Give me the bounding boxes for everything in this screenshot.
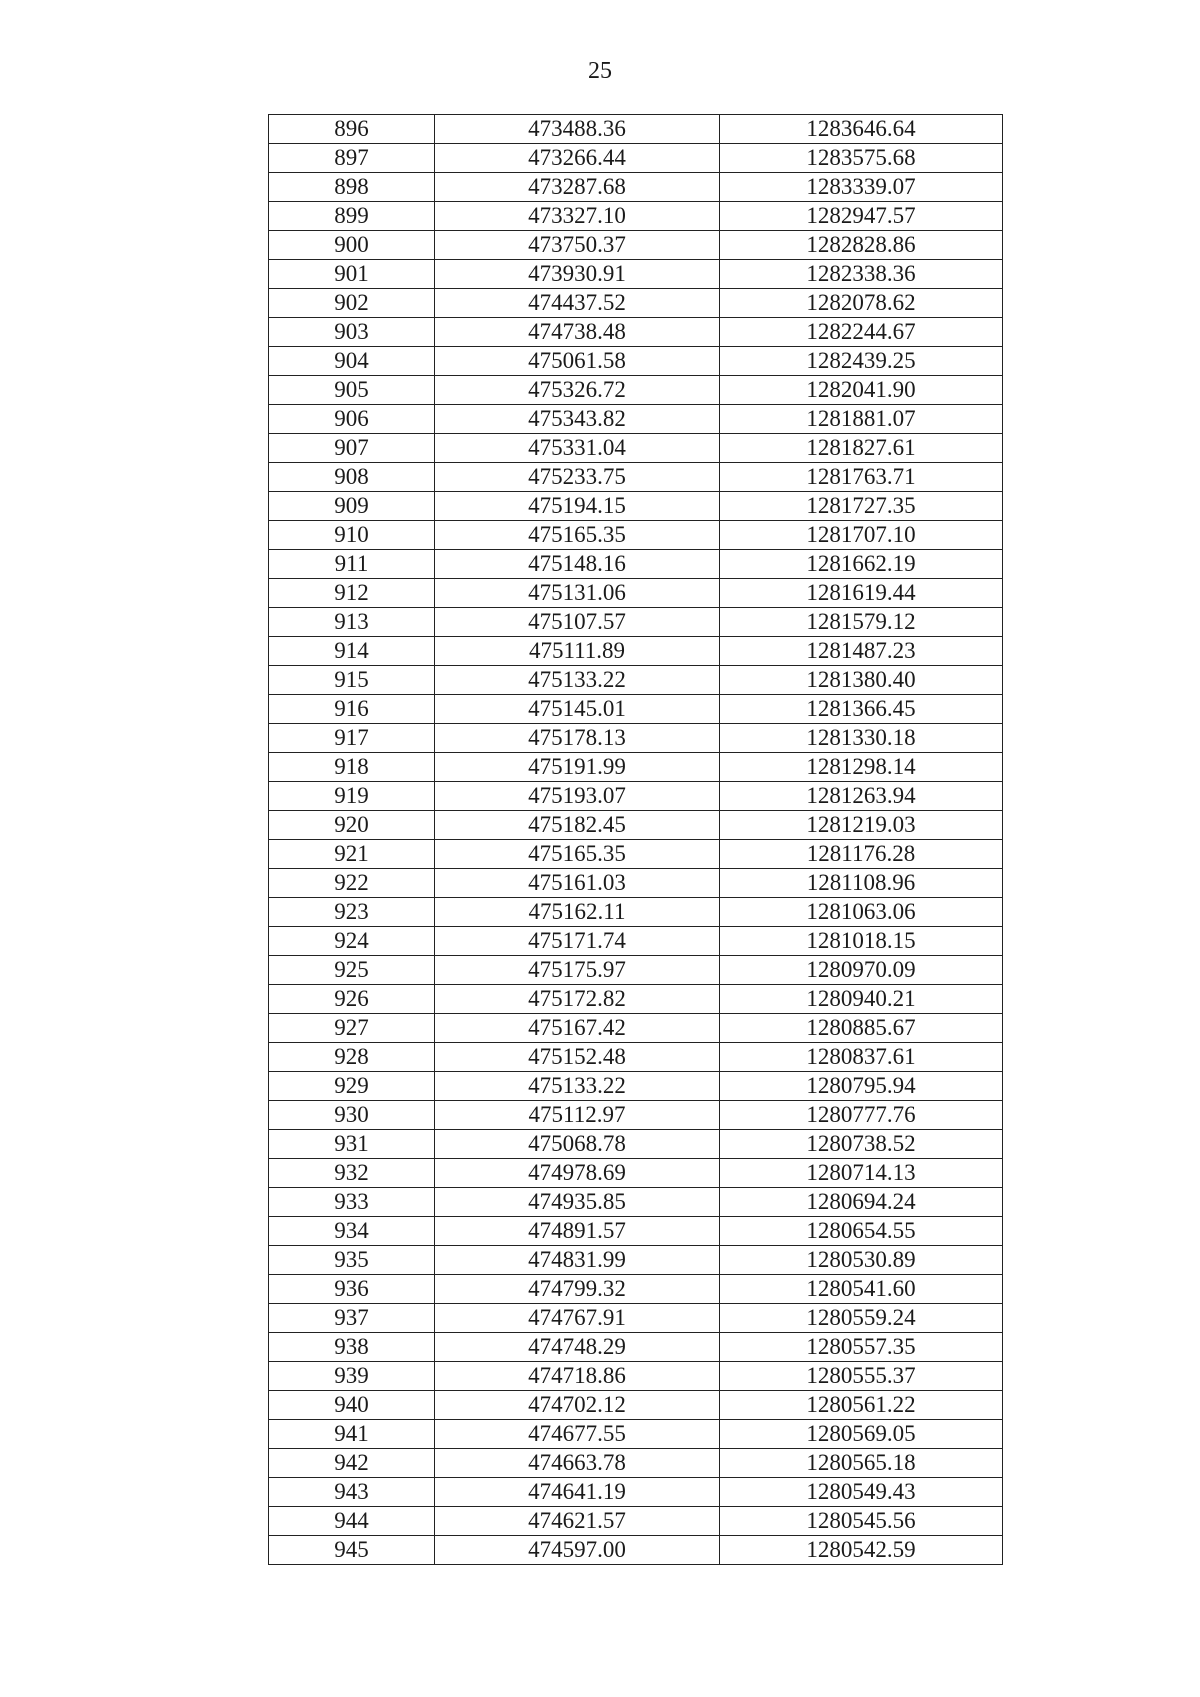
y-coordinate-cell: 1280561.22	[720, 1391, 1003, 1420]
table-row	[269, 1217, 1003, 1246]
x-coordinate-cell: 474891.57	[435, 1217, 720, 1246]
x-coordinate-cell: 473750.37	[435, 231, 720, 260]
point-number-cell: 936	[269, 1275, 435, 1304]
table-row	[269, 840, 1003, 869]
point-number-cell: 926	[269, 985, 435, 1014]
x-coordinate-cell: 473488.36	[435, 115, 720, 144]
y-coordinate-cell: 1280777.76	[720, 1101, 1003, 1130]
table-row	[269, 1188, 1003, 1217]
table-row	[269, 173, 1003, 202]
coordinates-table	[268, 114, 1003, 1565]
table-row	[269, 1014, 1003, 1043]
x-coordinate-cell: 474641.19	[435, 1478, 720, 1507]
table-row	[269, 927, 1003, 956]
x-coordinate-cell: 474677.55	[435, 1420, 720, 1449]
x-coordinate-cell: 475182.45	[435, 811, 720, 840]
point-number-cell: 931	[269, 1130, 435, 1159]
table-row	[269, 347, 1003, 376]
table-row	[269, 1246, 1003, 1275]
x-coordinate-cell: 475111.89	[435, 637, 720, 666]
table-row	[269, 1362, 1003, 1391]
table-row	[269, 231, 1003, 260]
x-coordinate-cell: 475165.35	[435, 840, 720, 869]
x-coordinate-cell: 475172.82	[435, 985, 720, 1014]
point-number-cell: 940	[269, 1391, 435, 1420]
x-coordinate-cell: 474978.69	[435, 1159, 720, 1188]
table-row	[269, 1304, 1003, 1333]
y-coordinate-cell: 1281366.45	[720, 695, 1003, 724]
table-row	[269, 898, 1003, 927]
table-row	[269, 1478, 1003, 1507]
table-row	[269, 579, 1003, 608]
x-coordinate-cell: 475068.78	[435, 1130, 720, 1159]
y-coordinate-cell: 1280545.56	[720, 1507, 1003, 1536]
point-number-cell: 933	[269, 1188, 435, 1217]
table-row	[269, 1159, 1003, 1188]
y-coordinate-cell: 1281881.07	[720, 405, 1003, 434]
table-row	[269, 1333, 1003, 1362]
point-number-cell: 907	[269, 434, 435, 463]
y-coordinate-cell: 1281487.23	[720, 637, 1003, 666]
y-coordinate-cell: 1282947.57	[720, 202, 1003, 231]
point-number-cell: 932	[269, 1159, 435, 1188]
x-coordinate-cell: 475133.22	[435, 666, 720, 695]
x-coordinate-cell: 475193.07	[435, 782, 720, 811]
point-number-cell: 919	[269, 782, 435, 811]
x-coordinate-cell: 475148.16	[435, 550, 720, 579]
x-coordinate-cell: 474935.85	[435, 1188, 720, 1217]
point-number-cell: 913	[269, 608, 435, 637]
page-number: 25	[588, 58, 612, 84]
table-row	[269, 1449, 1003, 1478]
table-row	[269, 666, 1003, 695]
y-coordinate-cell: 1282078.62	[720, 289, 1003, 318]
table-row	[269, 1507, 1003, 1536]
table-row	[269, 1536, 1003, 1565]
y-coordinate-cell: 1281219.03	[720, 811, 1003, 840]
point-number-cell: 897	[269, 144, 435, 173]
x-coordinate-cell: 475165.35	[435, 521, 720, 550]
table-row	[269, 1101, 1003, 1130]
y-coordinate-cell: 1282244.67	[720, 318, 1003, 347]
table-row	[269, 985, 1003, 1014]
y-coordinate-cell: 1280940.21	[720, 985, 1003, 1014]
y-coordinate-cell: 1280530.89	[720, 1246, 1003, 1275]
point-number-cell: 920	[269, 811, 435, 840]
x-coordinate-cell: 475061.58	[435, 347, 720, 376]
point-number-cell: 914	[269, 637, 435, 666]
table-row	[269, 463, 1003, 492]
x-coordinate-cell: 474597.00	[435, 1536, 720, 1565]
point-number-cell: 911	[269, 550, 435, 579]
table-row	[269, 434, 1003, 463]
table-row	[269, 724, 1003, 753]
point-number-cell: 937	[269, 1304, 435, 1333]
x-coordinate-cell: 475167.42	[435, 1014, 720, 1043]
x-coordinate-cell: 473287.68	[435, 173, 720, 202]
point-number-cell: 903	[269, 318, 435, 347]
point-number-cell: 927	[269, 1014, 435, 1043]
point-number-cell: 923	[269, 898, 435, 927]
y-coordinate-cell: 1282439.25	[720, 347, 1003, 376]
x-coordinate-cell: 473930.91	[435, 260, 720, 289]
x-coordinate-cell: 475133.22	[435, 1072, 720, 1101]
y-coordinate-cell: 1280557.35	[720, 1333, 1003, 1362]
x-coordinate-cell: 475131.06	[435, 579, 720, 608]
point-number-cell: 901	[269, 260, 435, 289]
y-coordinate-cell: 1280565.18	[720, 1449, 1003, 1478]
y-coordinate-cell: 1281662.19	[720, 550, 1003, 579]
table-row	[269, 637, 1003, 666]
table-row	[269, 202, 1003, 231]
table-row	[269, 869, 1003, 898]
y-coordinate-cell: 1281380.40	[720, 666, 1003, 695]
x-coordinate-cell: 473266.44	[435, 144, 720, 173]
x-coordinate-cell: 475112.97	[435, 1101, 720, 1130]
x-coordinate-cell: 475343.82	[435, 405, 720, 434]
point-number-cell: 945	[269, 1536, 435, 1565]
y-coordinate-cell: 1281619.44	[720, 579, 1003, 608]
table-row	[269, 376, 1003, 405]
x-coordinate-cell: 475331.04	[435, 434, 720, 463]
y-coordinate-cell: 1281176.28	[720, 840, 1003, 869]
y-coordinate-cell: 1283339.07	[720, 173, 1003, 202]
point-number-cell: 922	[269, 869, 435, 898]
x-coordinate-cell: 474702.12	[435, 1391, 720, 1420]
point-number-cell: 942	[269, 1449, 435, 1478]
table-row	[269, 144, 1003, 173]
point-number-cell: 910	[269, 521, 435, 550]
x-coordinate-cell: 475152.48	[435, 1043, 720, 1072]
y-coordinate-cell: 1280549.43	[720, 1478, 1003, 1507]
table-row	[269, 1391, 1003, 1420]
x-coordinate-cell: 475191.99	[435, 753, 720, 782]
table-row	[269, 1043, 1003, 1072]
table-row	[269, 1072, 1003, 1101]
y-coordinate-cell: 1281108.96	[720, 869, 1003, 898]
y-coordinate-cell: 1283575.68	[720, 144, 1003, 173]
table-row	[269, 405, 1003, 434]
x-coordinate-cell: 475175.97	[435, 956, 720, 985]
y-coordinate-cell: 1281707.10	[720, 521, 1003, 550]
y-coordinate-cell: 1281063.06	[720, 898, 1003, 927]
table-row	[269, 753, 1003, 782]
point-number-cell: 899	[269, 202, 435, 231]
y-coordinate-cell: 1280559.24	[720, 1304, 1003, 1333]
table-row	[269, 695, 1003, 724]
point-number-cell: 941	[269, 1420, 435, 1449]
table-row	[269, 289, 1003, 318]
x-coordinate-cell: 475145.01	[435, 695, 720, 724]
x-coordinate-cell: 474663.78	[435, 1449, 720, 1478]
x-coordinate-cell: 475233.75	[435, 463, 720, 492]
table-row	[269, 318, 1003, 347]
point-number-cell: 915	[269, 666, 435, 695]
table-row	[269, 608, 1003, 637]
table-row	[269, 1275, 1003, 1304]
point-number-cell: 944	[269, 1507, 435, 1536]
coordinates-table-body	[269, 115, 1003, 1565]
x-coordinate-cell: 475161.03	[435, 869, 720, 898]
point-number-cell: 896	[269, 115, 435, 144]
table-row	[269, 521, 1003, 550]
point-number-cell: 905	[269, 376, 435, 405]
table-row	[269, 956, 1003, 985]
y-coordinate-cell: 1280714.13	[720, 1159, 1003, 1188]
y-coordinate-cell: 1280541.60	[720, 1275, 1003, 1304]
point-number-cell: 921	[269, 840, 435, 869]
y-coordinate-cell: 1280542.59	[720, 1536, 1003, 1565]
point-number-cell: 938	[269, 1333, 435, 1362]
point-number-cell: 904	[269, 347, 435, 376]
point-number-cell: 935	[269, 1246, 435, 1275]
y-coordinate-cell: 1280885.67	[720, 1014, 1003, 1043]
x-coordinate-cell: 475107.57	[435, 608, 720, 637]
point-number-cell: 900	[269, 231, 435, 260]
point-number-cell: 916	[269, 695, 435, 724]
point-number-cell: 929	[269, 1072, 435, 1101]
y-coordinate-cell: 1281330.18	[720, 724, 1003, 753]
point-number-cell: 917	[269, 724, 435, 753]
x-coordinate-cell: 474621.57	[435, 1507, 720, 1536]
table-row	[269, 1130, 1003, 1159]
y-coordinate-cell: 1280694.24	[720, 1188, 1003, 1217]
y-coordinate-cell: 1281579.12	[720, 608, 1003, 637]
point-number-cell: 934	[269, 1217, 435, 1246]
y-coordinate-cell: 1283646.64	[720, 115, 1003, 144]
x-coordinate-cell: 474767.91	[435, 1304, 720, 1333]
table-row	[269, 1420, 1003, 1449]
table-row	[269, 811, 1003, 840]
point-number-cell: 898	[269, 173, 435, 202]
y-coordinate-cell: 1281763.71	[720, 463, 1003, 492]
y-coordinate-cell: 1280555.37	[720, 1362, 1003, 1391]
y-coordinate-cell: 1281827.61	[720, 434, 1003, 463]
y-coordinate-cell: 1280654.55	[720, 1217, 1003, 1246]
table-row	[269, 260, 1003, 289]
point-number-cell: 909	[269, 492, 435, 521]
x-coordinate-cell: 475326.72	[435, 376, 720, 405]
point-number-cell: 902	[269, 289, 435, 318]
x-coordinate-cell: 474738.48	[435, 318, 720, 347]
point-number-cell: 906	[269, 405, 435, 434]
x-coordinate-cell: 475194.15	[435, 492, 720, 521]
point-number-cell: 912	[269, 579, 435, 608]
table-row	[269, 115, 1003, 144]
point-number-cell: 943	[269, 1478, 435, 1507]
point-number-cell: 918	[269, 753, 435, 782]
table-row	[269, 782, 1003, 811]
y-coordinate-cell: 1281263.94	[720, 782, 1003, 811]
y-coordinate-cell: 1281018.15	[720, 927, 1003, 956]
y-coordinate-cell: 1281298.14	[720, 753, 1003, 782]
y-coordinate-cell: 1280970.09	[720, 956, 1003, 985]
x-coordinate-cell: 475171.74	[435, 927, 720, 956]
x-coordinate-cell: 474831.99	[435, 1246, 720, 1275]
x-coordinate-cell: 474799.32	[435, 1275, 720, 1304]
y-coordinate-cell: 1280837.61	[720, 1043, 1003, 1072]
y-coordinate-cell: 1280795.94	[720, 1072, 1003, 1101]
point-number-cell: 939	[269, 1362, 435, 1391]
y-coordinate-cell: 1280569.05	[720, 1420, 1003, 1449]
y-coordinate-cell: 1280738.52	[720, 1130, 1003, 1159]
point-number-cell: 908	[269, 463, 435, 492]
x-coordinate-cell: 474437.52	[435, 289, 720, 318]
point-number-cell: 924	[269, 927, 435, 956]
y-coordinate-cell: 1282338.36	[720, 260, 1003, 289]
point-number-cell: 928	[269, 1043, 435, 1072]
table-row	[269, 492, 1003, 521]
x-coordinate-cell: 474748.29	[435, 1333, 720, 1362]
table-row	[269, 550, 1003, 579]
y-coordinate-cell: 1282041.90	[720, 376, 1003, 405]
x-coordinate-cell: 474718.86	[435, 1362, 720, 1391]
x-coordinate-cell: 475178.13	[435, 724, 720, 753]
x-coordinate-cell: 475162.11	[435, 898, 720, 927]
y-coordinate-cell: 1281727.35	[720, 492, 1003, 521]
point-number-cell: 925	[269, 956, 435, 985]
y-coordinate-cell: 1282828.86	[720, 231, 1003, 260]
point-number-cell: 930	[269, 1101, 435, 1130]
x-coordinate-cell: 473327.10	[435, 202, 720, 231]
